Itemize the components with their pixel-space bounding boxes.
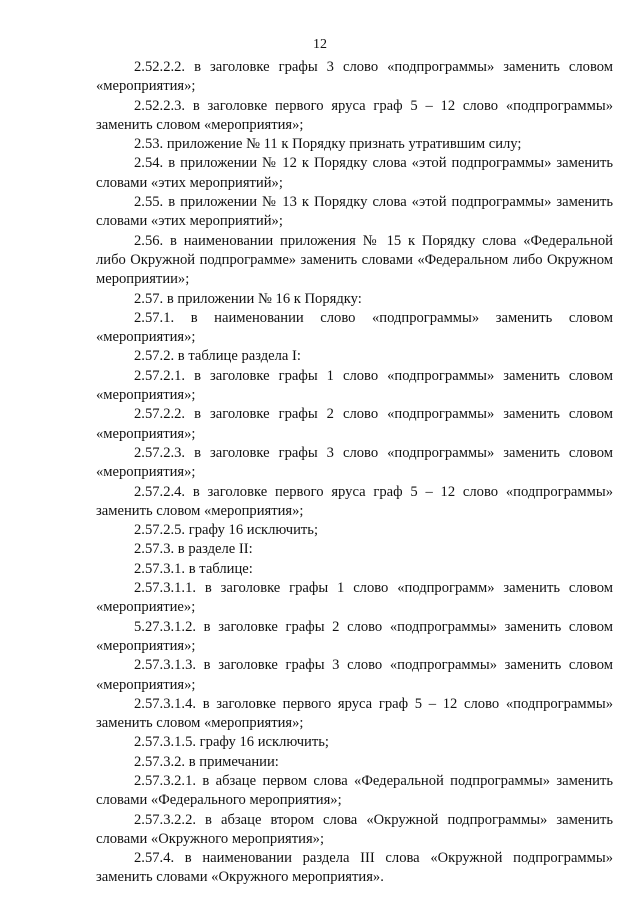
paragraph-5-27-3-1-2: 5.27.3.1.2. в заголовке графы 2 слово «подпрограммы» заменить словом «мероприятия»; <box>96 618 613 654</box>
paragraph-2-57-3-1-4: 2.57.3.1.4. в заголовке первого яруса граф 5 – 12 слово «подпрограммы» заменить словом «мероприятия»; <box>96 695 613 732</box>
paragraph-2-57-3-2-2: 2.57.3.2.2. в абзаце втором слова «Окружной подпрограммы» заменить словами «Окружного мероприятия»; <box>96 811 613 847</box>
paragraph-2-57-1: 2.57.1. в наименовании слово «подпрограммы» заменить словом «мероприятия»; <box>96 309 613 346</box>
page-number: 12 <box>313 37 327 52</box>
paragraph-2-57-4: 2.57.4. в наименовании раздела III слова «Окружной подпрограммы» заменить словами «Окружного мероприятия». <box>96 850 613 886</box>
document-body <box>96 58 613 888</box>
paragraph-2-57-3-1-5: 2.57.3.1.5. графу 16 исключить; <box>134 734 329 751</box>
paragraph-2-57-3: 2.57.3. в разделе II: <box>134 541 253 558</box>
paragraph-2-55: 2.55. в приложении № 13 к Порядку слова «этой подпрограммы» заменить словами «этих мероприятий»; <box>96 194 613 230</box>
paragraph-2-54: 2.54. в приложении № 12 к Порядку слова «этой подпрограммы» заменить словами «этих мероприятий»; <box>96 155 613 191</box>
paragraph-2-57-2: 2.57.2. в таблице раздела I: <box>134 348 301 365</box>
paragraph-2-52-2-2: 2.52.2.2. в заголовке графы 3 слово «подпрограммы» заменить словом «мероприятия»; <box>96 59 613 95</box>
paragraph-2-57-3-2: 2.57.3.2. в примечании: <box>134 753 279 770</box>
paragraph-2-57-2-3: 2.57.2.3. в заголовке графы 3 слово «подпрограммы» заменить словом «мероприятия»; <box>96 444 613 481</box>
paragraph-2-57: 2.57. в приложении № 16 к Порядку: <box>134 290 362 307</box>
paragraph-2-52-2-3: 2.52.2.3. в заголовке первого яруса граф 5 – 12 слово «подпрограммы» заменить словом «мероприятия»; <box>96 97 613 133</box>
paragraph-2-57-2-4: 2.57.2.4. в заголовке первого яруса граф 5 – 12 слово «подпрограммы» заменить словом «мероприятия»; <box>96 483 613 519</box>
paragraph-2-53: 2.53. приложение № 11 к Порядку признать утратившим силу; <box>134 136 522 153</box>
paragraph-2-57-3-1: 2.57.3.1. в таблице: <box>134 560 253 577</box>
paragraph-2-57-3-1-1: 2.57.3.1.1. в заголовке графы 1 слово «подпрограмм» заменить словом «мероприятие»; <box>96 580 613 616</box>
paragraph-2-57-3-2-1: 2.57.3.2.1. в абзаце первом слова «Федеральной подпрограммы» заменить словами «Федерального мероприятия»; <box>96 772 613 809</box>
paragraph-2-57-2-2: 2.57.2.2. в заголовке графы 2 слово «подпрограммы» заменить словом «мероприятия»; <box>96 406 613 442</box>
paragraph-2-56: 2.56. в наименовании приложения № 15 к Порядку слова «Федеральной либо Окружной подпрограмме» заменить словами «Федеральном либо Окружном мероприятии»; <box>96 232 613 288</box>
paragraph-2-57-2-1: 2.57.2.1. в заголовке графы 1 слово «подпрограммы» заменить словом «мероприятия»; <box>96 367 613 404</box>
paragraph-2-57-3-1-3: 2.57.3.1.3. в заголовке графы 3 слово «подпрограммы» заменить словом «мероприятия»; <box>96 657 613 693</box>
paragraph-2-57-2-5: 2.57.2.5. графу 16 исключить; <box>134 522 319 539</box>
